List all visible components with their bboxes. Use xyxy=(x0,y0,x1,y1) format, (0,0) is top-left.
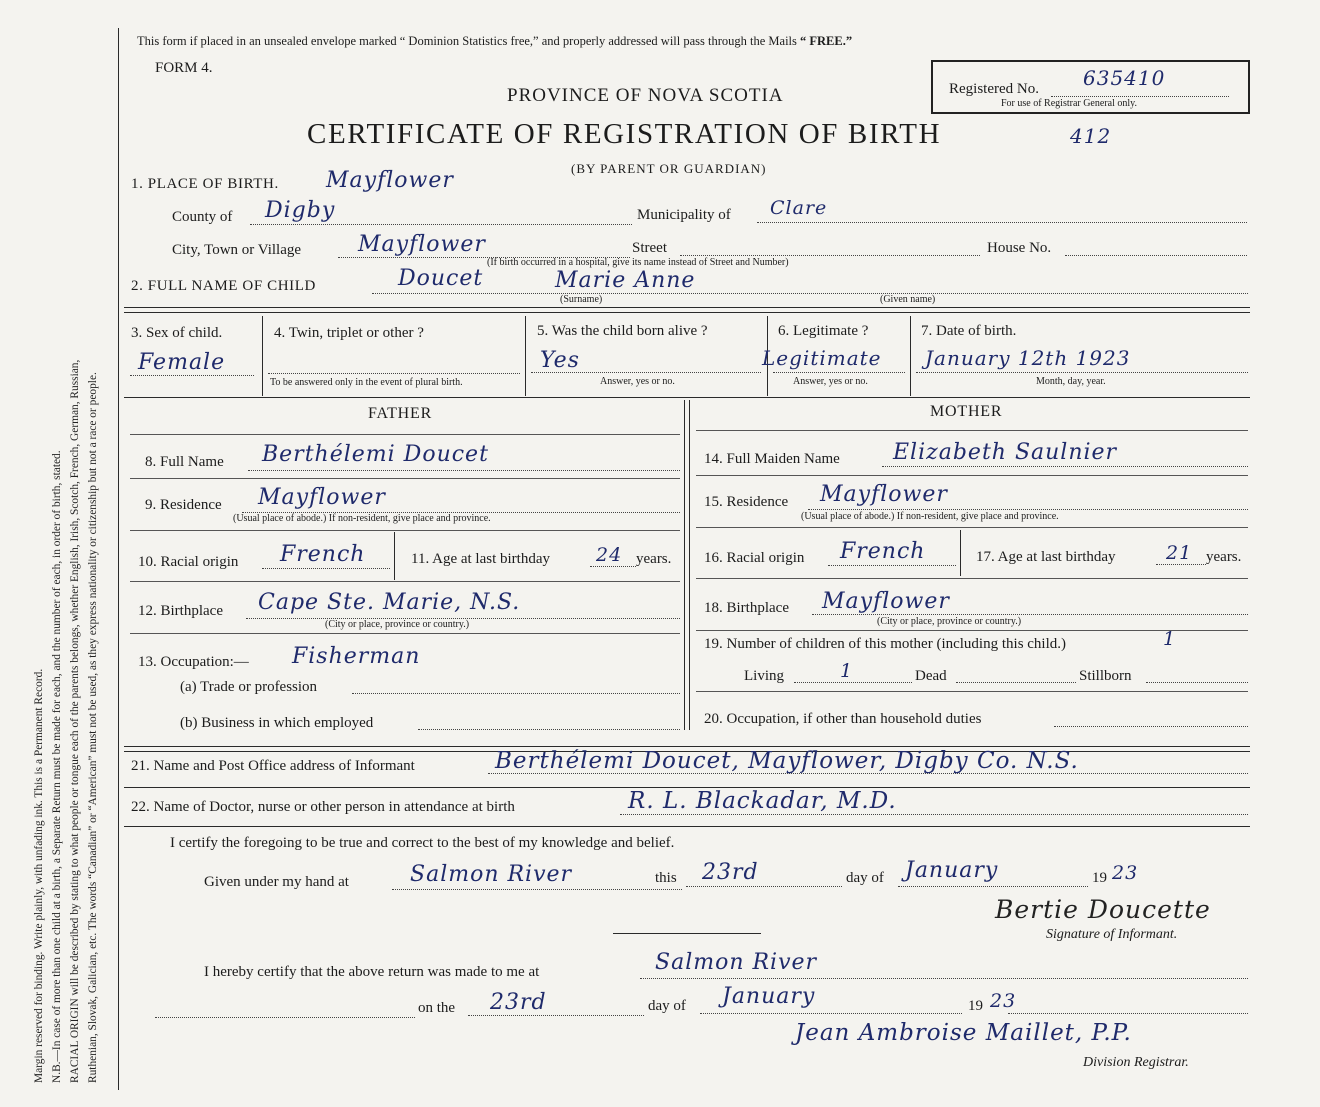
mother-rule-4 xyxy=(696,578,1248,579)
father-residence-value: Mayflower xyxy=(258,485,386,510)
father-residence-note: (Usual place of abode.) If non-resident, give place and province. xyxy=(233,513,491,524)
return-year-line xyxy=(1008,1013,1248,1014)
mother-name-value: Elizabeth Saulnier xyxy=(893,440,1118,465)
margin-note-2: N.B.—In case of more than one child at a birth, a Separate Return must be made for each, and the number of each, in order of birth, stated. xyxy=(51,450,63,1083)
surname-caption: (Surname) xyxy=(560,294,603,305)
return-month-line xyxy=(700,1013,962,1014)
return-lead-line xyxy=(155,1017,415,1018)
twin-note: To be answered only in the event of plural birth. xyxy=(270,377,463,388)
return-day-value: 23rd xyxy=(490,990,547,1015)
mother-age-value: 21 xyxy=(1166,542,1193,564)
mother-racial-label: 16. Racial origin xyxy=(704,550,805,566)
mother-birthplace-line xyxy=(812,614,1248,615)
return-month-value: January xyxy=(722,984,816,1009)
certify-statement: I certify the foregoing to be true and correct to the best of my knowledge and belief. xyxy=(170,835,675,851)
given-place-line xyxy=(392,889,682,890)
dob-note: Month, day, year. xyxy=(1036,376,1106,387)
informant-signature-caption: Signature of Informant. xyxy=(1046,927,1178,942)
title-mark: 412 xyxy=(1070,124,1112,148)
doctor-line xyxy=(620,814,1248,815)
child-name-label: 2. FULL NAME OF CHILD xyxy=(131,278,316,294)
twin-line xyxy=(268,373,520,374)
col-div-1 xyxy=(262,316,263,396)
return-year-prefix: 19 xyxy=(968,998,983,1014)
municipality-line xyxy=(757,222,1247,223)
registered-box xyxy=(931,60,1250,114)
county-label: County of xyxy=(172,209,233,225)
parents-divider xyxy=(684,400,685,730)
legit-note: Answer, yes or no. xyxy=(793,376,868,387)
given-label: Given under my hand at xyxy=(204,874,349,890)
this-label: this xyxy=(655,870,677,886)
father-birthplace-value: Cape Ste. Marie, N.S. xyxy=(258,590,521,615)
registered-label: Registered No. xyxy=(949,81,1039,97)
living-line xyxy=(794,682,912,683)
mother-residence-note: (Usual place of abode.) If non-resident, give place and province. xyxy=(801,511,1059,522)
dob-label: 7. Date of birth. xyxy=(921,323,1017,339)
return-place-value: Salmon River xyxy=(655,950,818,975)
mother-name-line xyxy=(882,466,1248,467)
father-heading: FATHER xyxy=(368,405,433,422)
mother-residence-line xyxy=(808,509,1248,510)
mother-residence-value: Mayflower xyxy=(820,482,948,507)
mother-age-unit: years. xyxy=(1206,549,1242,565)
given-month-line xyxy=(898,886,1088,887)
municipality-label: Municipality of xyxy=(637,207,731,223)
mother-occupation-label: 20. Occupation, if other than household duties xyxy=(704,711,982,727)
rule-bottom-row3 xyxy=(124,397,1250,398)
mother-heading: MOTHER xyxy=(930,403,1003,420)
given-caption: (Given name) xyxy=(880,294,936,305)
county-value: Digby xyxy=(265,198,336,223)
separator-rule xyxy=(613,933,761,934)
city-value: Mayflower xyxy=(358,232,486,257)
father-racial-line xyxy=(262,568,390,569)
rule-top-row3-b xyxy=(124,312,1250,313)
father-birthplace-note: (City or place, province or country.) xyxy=(325,619,470,630)
registrar-signature: Jean Ambroise Maillet, P.P. xyxy=(795,1020,1132,1046)
return-label: I hereby certify that the above return was made to me at xyxy=(204,964,540,980)
alive-label: 5. Was the child born alive ? xyxy=(537,323,708,339)
municipality-value: Clare xyxy=(770,197,828,219)
birthplace-value: Mayflower xyxy=(326,168,454,193)
child-surname: Doucet xyxy=(398,266,484,291)
alive-note: Answer, yes or no. xyxy=(600,376,675,387)
alive-value: Yes xyxy=(540,348,580,373)
father-business-label: (b) Business in which employed xyxy=(180,715,374,731)
subtitle: (BY PARENT OR GUARDIAN) xyxy=(571,161,767,176)
children-label: 19. Number of children of this mother (including this child.) xyxy=(704,636,1067,652)
father-age-line xyxy=(590,566,636,567)
col-div-4 xyxy=(910,316,911,396)
return-day-line xyxy=(468,1015,644,1016)
rule-top-row3 xyxy=(124,307,1250,308)
dead-line xyxy=(956,682,1076,683)
father-trade-label: (a) Trade or profession xyxy=(180,679,318,695)
twin-label: 4. Twin, triplet or other ? xyxy=(274,325,424,341)
hospital-note: (If birth occurred in a hospital, give its name instead of Street and Number) xyxy=(487,257,789,268)
father-business-line xyxy=(418,729,680,730)
house-line xyxy=(1065,255,1247,256)
province: PROVINCE OF NOVA SCOTIA xyxy=(507,85,784,106)
informant-value: Berthélemi Doucet, Mayflower, Digby Co. N.S. xyxy=(495,748,1079,774)
living-label: Living xyxy=(744,668,784,684)
father-trade-line xyxy=(352,693,680,694)
stillborn-line xyxy=(1146,682,1248,683)
margin-note-1: Margin reserved for binding. Write plainly, with unfading ink. This is a Permanent Record. xyxy=(33,668,45,1083)
mother-residence-label: 15. Residence xyxy=(704,494,789,510)
father-name-line xyxy=(248,470,680,471)
given-year-value: 23 xyxy=(1112,862,1139,884)
binding-rule xyxy=(118,28,119,1090)
father-age-divider xyxy=(394,532,395,580)
legit-value: Legitimate xyxy=(762,346,882,370)
mother-age-line xyxy=(1156,564,1206,565)
rule-22-bottom xyxy=(124,826,1250,827)
mother-birthplace-value: Mayflower xyxy=(822,589,950,614)
child-name-line xyxy=(372,293,1248,294)
return-place-line xyxy=(640,978,1248,979)
city-label: City, Town or Village xyxy=(172,242,302,258)
doctor-label: 22. Name of Doctor, nurse or other person in attendance at birth xyxy=(131,799,515,815)
registrar-caption: Division Registrar. xyxy=(1083,1055,1189,1070)
father-age-value: 24 xyxy=(596,544,623,566)
father-name-label: 8. Full Name xyxy=(145,454,224,470)
mother-racial-line xyxy=(828,565,956,566)
registered-number: 635410 xyxy=(1083,66,1166,90)
given-day-line xyxy=(686,886,842,887)
mother-rule-2 xyxy=(696,475,1248,476)
mother-birthplace-label: 18. Birthplace xyxy=(704,600,789,616)
father-birthplace-label: 12. Birthplace xyxy=(138,603,223,619)
on-the-label: on the xyxy=(418,1000,456,1016)
sex-line xyxy=(130,375,254,376)
margin-note-3: RACIAL ORIGIN will be described by stating to what people or tongue each of the parents belongs, whether English, Irish, Scotch, French, German, Russian, xyxy=(69,359,81,1083)
county-line xyxy=(250,224,632,225)
father-occupation-label: 13. Occupation:— xyxy=(138,654,249,670)
day-of-label: day of xyxy=(846,870,884,886)
parents-divider-b xyxy=(689,400,690,730)
stillborn-label: Stillborn xyxy=(1079,668,1132,684)
child-given-name: Marie Anne xyxy=(555,268,696,293)
dead-label: Dead xyxy=(915,668,947,684)
mother-age-label: 17. Age at last birthday xyxy=(976,549,1116,565)
margin-note-4: Ruthenian, Slovak, Galician, etc. The words “Canadian” or “American” must not be used, as they express nationality or citizenship but not a race or people. xyxy=(87,372,99,1083)
return-year-value: 23 xyxy=(990,990,1017,1012)
father-occupation-value: Fisherman xyxy=(292,644,421,669)
postal-note xyxy=(137,34,852,49)
father-racial-value: French xyxy=(280,542,366,567)
legit-line xyxy=(773,372,905,373)
doctor-value: R. L. Blackadar, M.D. xyxy=(628,788,897,814)
mother-birthplace-note: (City or place, province or country.) xyxy=(877,616,1022,627)
informant-label: 21. Name and Post Office address of Informant xyxy=(131,758,415,774)
informant-signature: Bertie Doucette xyxy=(995,895,1211,924)
street-label: Street xyxy=(632,240,667,256)
form-number: FORM 4. xyxy=(155,60,213,76)
father-racial-label: 10. Racial origin xyxy=(138,554,239,570)
mother-occupation-line xyxy=(1054,726,1248,727)
dob-value: January 12th 1923 xyxy=(925,346,1131,370)
page-title: CERTIFICATE OF REGISTRATION OF BIRTH xyxy=(307,118,942,150)
given-year-prefix: 19 xyxy=(1092,870,1107,886)
father-name-value: Berthélemi Doucet xyxy=(262,442,489,467)
father-rule-4 xyxy=(130,581,680,582)
mother-name-label: 14. Full Maiden Name xyxy=(704,451,840,467)
father-rule-5 xyxy=(130,633,680,634)
sex-label: 3. Sex of child. xyxy=(131,325,223,341)
father-residence-label: 9. Residence xyxy=(145,497,222,513)
father-age-label: 11. Age at last birthday xyxy=(411,551,550,567)
mother-racial-value: French xyxy=(840,539,926,564)
mother-rule-6 xyxy=(696,691,1248,692)
registered-line xyxy=(1051,96,1229,97)
father-rule-3 xyxy=(130,530,680,531)
birthplace-label: 1. PLACE OF BIRTH. xyxy=(131,176,279,192)
given-day-value: 23rd xyxy=(702,860,759,885)
sex-value: Female xyxy=(138,350,226,375)
mother-age-divider xyxy=(960,530,961,576)
mother-rule-1 xyxy=(696,430,1248,431)
house-label: House No. xyxy=(987,240,1052,256)
given-month-value: January xyxy=(905,858,999,883)
registrar-note: For use of Registrar General only. xyxy=(1001,98,1137,109)
postal-note-text: This form if placed in an unsealed envelope marked “ Dominion Statistics free,” and properly addressed will pass through the Mails xyxy=(137,34,797,48)
father-rule-1 xyxy=(130,434,680,435)
mother-rule-3 xyxy=(696,527,1248,528)
col-div-2 xyxy=(525,316,526,396)
margin-notes xyxy=(30,83,120,1083)
postal-free: “ FREE.” xyxy=(800,34,853,48)
legit-label: 6. Legitimate ? xyxy=(778,323,869,339)
street-line xyxy=(680,255,980,256)
return-day-of-label: day of xyxy=(648,998,686,1014)
given-place-value: Salmon River xyxy=(410,862,573,887)
father-age-unit: years. xyxy=(636,551,672,567)
living-value: 1 xyxy=(840,660,854,682)
dob-line xyxy=(916,372,1248,373)
rule-21-top xyxy=(124,746,1250,747)
father-rule-2 xyxy=(130,478,680,479)
children-value: 1 xyxy=(1163,628,1177,650)
